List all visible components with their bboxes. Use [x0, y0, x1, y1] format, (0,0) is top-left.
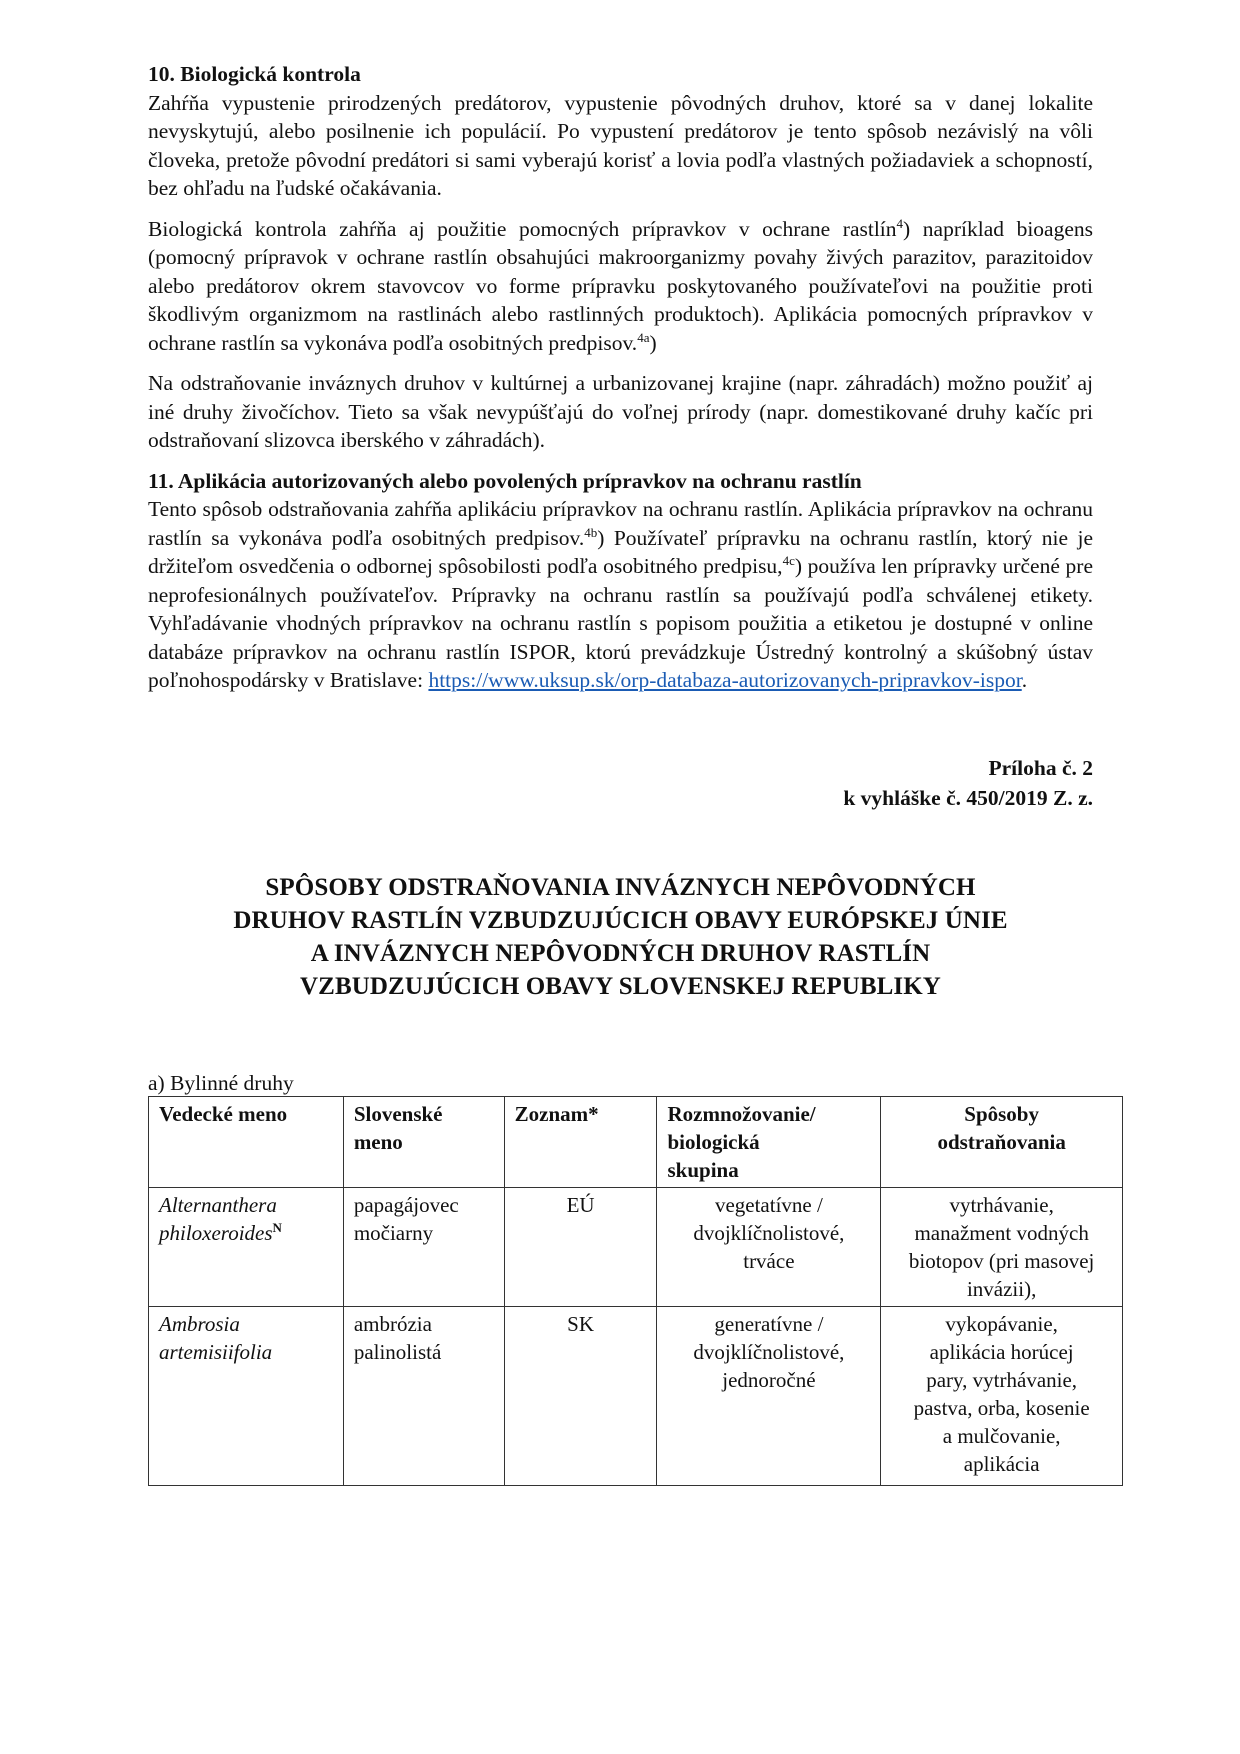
section-10-paragraph-1: Zahŕňa vypustenie prirodzených predátorov, vypustenie pôvodných druhov, ktoré sa v danej lokalite nevyskytujú, alebo posilnenie ich populácií. Po vypustení predátorov je tento spôsob nezávislý na vôli človeka, pretože pôvodní predátori si sami vyberajú korisť a lovia podľa vlastných požiadaviek a schopností, bez ohľadu na ľudské očakávania. [148, 90, 1093, 200]
cell-text: dvojklíčnolistové, [693, 1339, 845, 1364]
header-label: skupina [667, 1157, 739, 1182]
cell-text: pary, vytrhávanie, [926, 1367, 1078, 1392]
paragraph-text: ) používa len prípravky určené pre neprofesionálnych používateľov. Prípravky na ochranu rastlín sa používajú podľa schválenej etikety. Vyhľadávanie vhodných prípravkov na ochranu rastlín s popisom použitia a etiketou je dostupné v online databáze prípravkov na ochranu rastlín ISPOR, ktorú prevádzkuje Ústredný kontrolný a skúšobný ústav poľnohospodársky v Bratislave: [148, 554, 1093, 692]
header-removal-methods [881, 1096, 1123, 1187]
header-reproduction [657, 1096, 881, 1187]
header-label: Rozmnožovanie/ [667, 1101, 816, 1126]
section-11-heading: 11. Aplikácia autorizovaných alebo povolených prípravkov na ochranu rastlín [148, 468, 862, 493]
header-label: Spôsoby [964, 1101, 1039, 1126]
paragraph-text: ) napríklad bioagens (pomocný prípravok v ochrane rastlín obsahujúci makroorganizmy povahy živých parazitov, parazitoidov alebo predátorov okrem stavovcov vo forme prípravku poskytovaného používateľovi na použitie proti škodlivým organizmom na rastlinách alebo rastlinných produktoch). Aplikácia pomocných prípravkov v ochrane rastlín sa vykonáva podľa osobitných predpisov. [148, 216, 1094, 355]
cell-text: Alternanthera [159, 1192, 277, 1217]
cell-removal-methods [881, 1306, 1123, 1485]
cell-slovak-name [343, 1187, 504, 1306]
table-row [149, 1306, 1123, 1485]
cell-text: generatívne / [714, 1311, 824, 1336]
header-slovak-name [343, 1096, 504, 1187]
annex-title-line-3: A INVÁZNYCH NEPÔVODNÝCH DRUHOV RASTLÍN [310, 939, 931, 967]
annex-reference [148, 753, 1093, 813]
cell-text: philoxeroides [159, 1220, 273, 1245]
header-list [504, 1096, 657, 1187]
table-row [149, 1187, 1123, 1306]
paragraph-text: ) Používateľ prípravku na ochranu rastlín, ktorý nie je držiteľom osvedčenia o odbornej spôsobilosti podľa osobitného predpisu, [148, 525, 1094, 578]
cell-list: SK [504, 1306, 657, 1485]
section-10-heading: 10. Biologická kontrola [148, 62, 361, 86]
ispor-database-link[interactable] [428, 668, 1021, 692]
cell-slovak-name [343, 1306, 504, 1485]
cell-text: palinolistá [353, 1339, 442, 1364]
footnote-ref-4c: 4c [782, 552, 795, 568]
paragraph-text: . [1021, 668, 1028, 692]
annex-title-line-2: DRUHOV RASTLÍN VZBUDZUJÚCICH OBAVY EURÓPSKEJ ÚNIE [233, 906, 1008, 934]
cell-list: EÚ [504, 1187, 657, 1306]
cell-text: vytrhávanie, [949, 1192, 1054, 1217]
cell-scientific-name [149, 1306, 344, 1485]
cell-scientific-name [149, 1187, 344, 1306]
cell-reproduction [657, 1306, 881, 1485]
footnote-ref-4a: 4a [637, 329, 650, 345]
cell-reproduction [657, 1187, 881, 1306]
cell-text: vegetatívne / [714, 1192, 823, 1217]
footnote-ref-4: 4 [896, 215, 904, 231]
cell-text: aplikácia [963, 1451, 1040, 1476]
table-caption: a) Bylinné druhy [148, 1070, 294, 1095]
header-label: Slovenské [353, 1101, 443, 1126]
cell-text: ambrózia [353, 1311, 432, 1336]
annex-title-line-4: VZBUDZUJÚCICH OBAVY SLOVENSKEJ REPUBLIKY [300, 972, 941, 1000]
cell-text: močiarny [353, 1220, 434, 1245]
cell-text: jednoročné [722, 1367, 816, 1392]
cell-text: dvojklíčnolistové, [693, 1220, 845, 1245]
header-label: odstraňovania [937, 1129, 1066, 1154]
annex-title-line-1: SPÔSOBY ODSTRAŇOVANIA INVÁZNYCH NEPÔVODNÝCH [265, 873, 976, 901]
link-text-line-1: https://www.uksup.sk/orp-databaza-autorizovanych- [428, 668, 879, 692]
section-10-paragraph-3: Na odstraňovanie inváznych druhov v kultúrnej a urbanizovanej krajine (napr. záhradách) možno použiť aj iné druhy živočíchov. Tieto sa však nevypúšťajú do voľnej prírody (napr. domestikované druhy kačíc pri odstraňovaní slizovca iberského v záhradách). [148, 371, 1093, 452]
cell-text: pastva, orba, kosenie [913, 1395, 1090, 1420]
paragraph-text: Tento spôsob odstraňovania zahŕňa aplikáciu prípravkov na ochranu rastlín. Aplikácia prípravkov na ochranu rastlín sa vykonáva podľa osobitných predpisov. [148, 497, 1093, 550]
section-11-paragraph [148, 495, 1093, 695]
paragraph-text: Biologická kontrola zahŕňa aj použitie pomocných prípravkov v ochrane rastlín [148, 216, 897, 241]
page-content [148, 60, 1093, 1486]
cell-text: papagájovec [353, 1192, 459, 1217]
native-marker: N [272, 1219, 282, 1235]
cell-text: Ambrosia [159, 1311, 240, 1336]
header-label: Zoznam* [514, 1101, 599, 1126]
footnote-ref-4b: 4b [584, 524, 598, 540]
cell-text: a mulčovanie, [942, 1423, 1061, 1448]
annex-title [148, 871, 1093, 1003]
cell-text: biotopov (pri masovej [908, 1248, 1095, 1273]
paragraph-text: ) [649, 330, 657, 355]
header-label: Vedecké meno [159, 1101, 288, 1126]
cell-text: artemisiifolia [159, 1339, 273, 1364]
annex-decree: k vyhláške č. 450/2019 Z. z. [843, 785, 1093, 810]
species-table [148, 1096, 1123, 1486]
header-label: meno [353, 1129, 403, 1154]
table-header-row [149, 1096, 1123, 1187]
cell-removal-methods [881, 1187, 1123, 1306]
link-text-line-2: pripravkov-ispor [878, 668, 1022, 692]
annex-number: Príloha č. 2 [988, 755, 1093, 780]
cell-text: manažment vodných [914, 1220, 1089, 1245]
cell-text: vykopávanie, [945, 1311, 1058, 1336]
cell-text: invázii), [966, 1276, 1037, 1301]
cell-text: trváce [743, 1248, 795, 1273]
header-label: biologická [667, 1129, 760, 1154]
cell-text [159, 1219, 333, 1247]
cell-text: aplikácia horúcej [929, 1339, 1074, 1364]
section-10-paragraph-2 [148, 215, 1093, 358]
header-scientific-name [149, 1096, 344, 1187]
